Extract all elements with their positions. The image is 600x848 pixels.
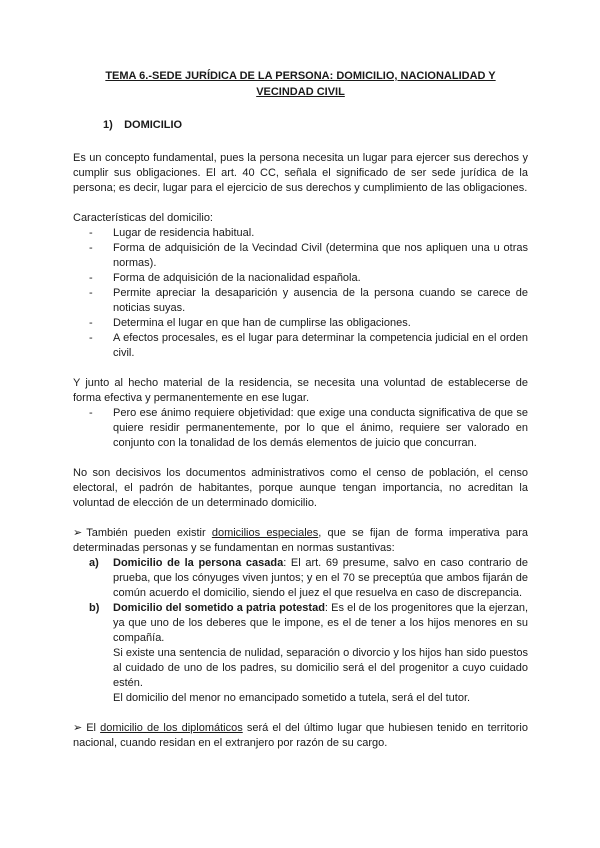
list-item: - Lugar de residencia habitual.: [113, 226, 528, 241]
section-number: 1): [103, 119, 113, 131]
list-item: - A efectos procesales, es el lugar para determinar la competencia judicial en el orden civil.: [113, 331, 528, 361]
section-title: DOMICILIO: [124, 119, 183, 131]
item-label: Domicilio de la persona casada: [113, 557, 284, 569]
list-item: - Pero ese ánimo requiere objetividad: que exige una conducta significativa de que se quiere residir permanentemente, por lo que el ánimo, requiere ser valorado en conjunto con la tonalidad de los demás elementos de juicio que concurran.: [113, 406, 528, 451]
will-block: [73, 376, 528, 451]
will-paragraph: Y junto al hecho material de la residencia, se necesita una voluntad de establecerse de forma efectiva y permanentemente en ese lugar.: [73, 377, 528, 404]
list-item: b) Domicilio del sometido a patria potestad: Es el de los progenitores que la ejerzan, ya que uno de los deberes que le impone, es el de tener a los hijos menores en su compañía. Si existe una sentencia de nulidad, separación o divorcio y los hijos han sido puestos al cuidado de uno de los padres, su domicilio será el del progenitor a cuyo cuidado estén. El domicilio del menor no emancipado sometido a tutela, será el del tutor.: [89, 602, 529, 704]
list-marker: a): [89, 557, 99, 569]
characteristics-list: [73, 226, 528, 361]
list-item: - Forma de adquisición de la Vecindad Civil (determina que nos apliquen una u otras normas).: [113, 241, 528, 271]
list-item: - Determina el lugar en que han de cumplirse las obligaciones.: [113, 316, 528, 331]
intro-paragraph: Es un concepto fundamental, pues la persona necesita un lugar para ejercer sus derechos y cumplir sus obligaciones. El art. 40 CC, señala el significado de ser sede jurídica de la persona; es decir, lugar para el ejercicio de sus derechos y cumplimiento de las obligaciones.: [73, 152, 528, 194]
list-marker: b): [89, 602, 100, 614]
list-item: a) Domicilio de la persona casada: El art. 69 presume, salvo en caso contrario de prueba, que los cónyuges viven juntos; y en el 70 se preceptúa que ambos fijarán de común acuerdo el domicilio, siendo el juez el que resuelva en caso de discrepancia.: [89, 557, 528, 599]
list-item: - Forma de adquisición de la nacionalidad española.: [113, 271, 528, 286]
arrow-bullet-icon: ➢: [73, 527, 83, 539]
diplomats-term: domicilio de los diplomáticos: [100, 722, 243, 734]
special-domiciles-term: domicilios especiales: [211, 527, 319, 539]
diplomats-paragraph: ➢ El domicilio de los diplomáticos será el del último lugar que hubiesen tenido en territorio nacional, cuando residan en el extranjero por razón de su cargo.: [73, 722, 528, 749]
characteristics-block: [73, 211, 528, 361]
item-label: Domicilio del sometido a patria potestad: [113, 602, 325, 614]
document-title: TEMA 6.-SEDE JURÍDICA DE LA PERSONA: DOMICILIO, NACIONALIDAD Y VECINDAD CIVIL: [105, 70, 496, 98]
item-subparagraph: El domicilio del menor no emancipado sometido a tutela, será el del tutor.: [113, 692, 471, 704]
arrow-bullet-icon: ➢: [73, 722, 83, 734]
section-heading: [103, 118, 528, 133]
characteristics-heading: Características del domicilio:: [73, 212, 213, 224]
will-list: [73, 406, 528, 451]
special-domiciles-list: [73, 556, 528, 706]
special-domiciles-paragraph: ➢ También pueden existir domicilios especiales, que se fijan de forma imperativa para determinadas personas y se fundamentan en normas sustantivas:: [73, 527, 528, 554]
not-decisive-paragraph: No son decisivos los documentos administrativos como el censo de población, el censo electoral, el padrón de habitantes, porque aunque tengan importancia, no acreditan la voluntad de elección de un determinado domicilio.: [73, 467, 528, 509]
item-subparagraph: Si existe una sentencia de nulidad, separación o divorcio y los hijos han sido puestos al cuidado de uno de los padres, su domicilio será el del progenitor a cuyo cuidado estén.: [113, 647, 528, 689]
list-item: - Permite apreciar la desaparición y ausencia de la persona cuando se carece de noticias suyas.: [113, 286, 528, 316]
special-domiciles-block: [73, 526, 528, 706]
